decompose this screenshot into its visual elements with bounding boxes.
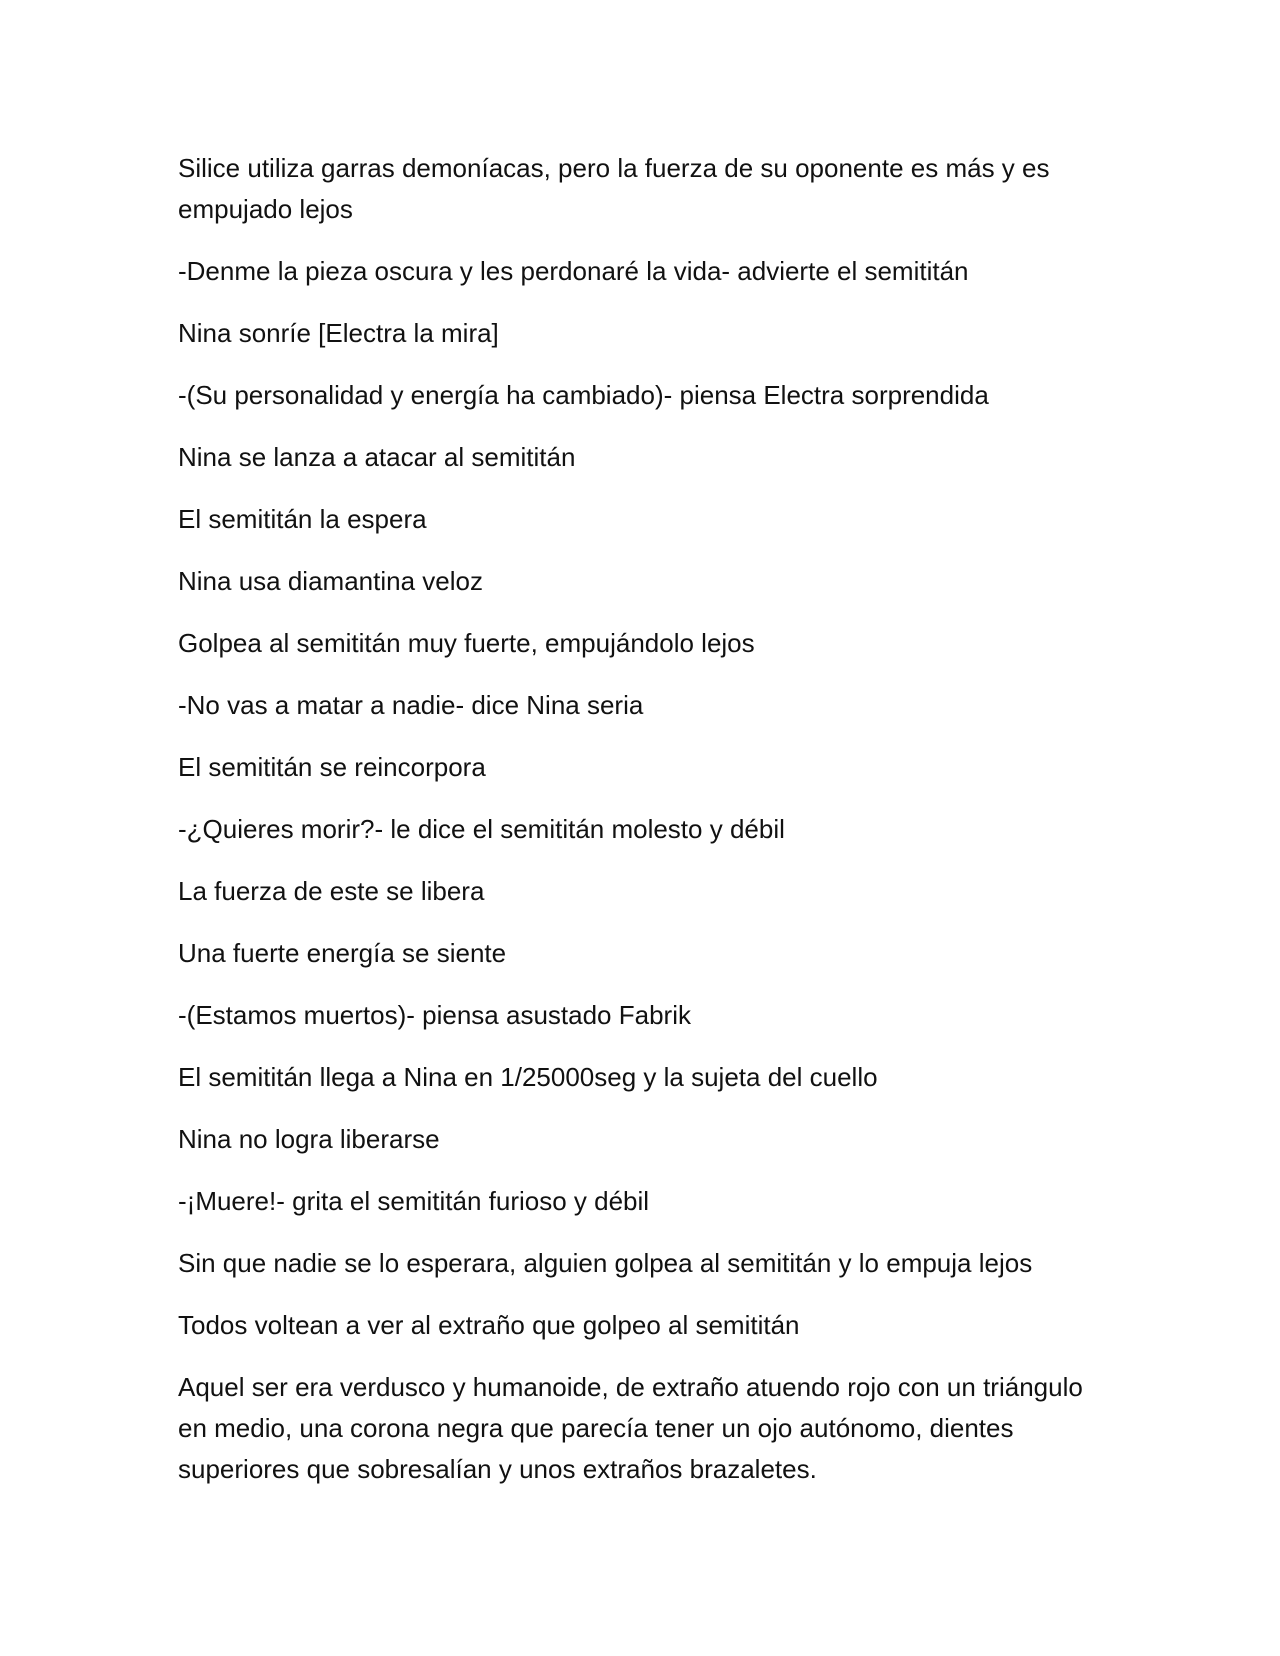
document-body (178, 148, 1088, 1511)
paragraph: Nina se lanza a atacar al semititán (178, 442, 576, 472)
paragraph: Nina no logra liberarse (178, 1124, 440, 1154)
paragraph: Silice utiliza garras demoníacas, pero la fuerza de su oponente es más y es empujado lejos (178, 153, 1050, 224)
paragraph: -(Su personalidad y energía ha cambiado)- piensa Electra sorprendida (178, 380, 989, 410)
paragraph: -¿Quieres morir?- le dice el semititán molesto y débil (178, 814, 785, 844)
paragraph: Sin que nadie se lo esperara, alguien golpea al semititán y lo empuja lejos (178, 1248, 1033, 1278)
paragraph: -(Estamos muertos)- piensa asustado Fabrik (178, 1000, 691, 1030)
paragraph: -Denme la pieza oscura y les perdonaré la vida- advierte el semititán (178, 256, 969, 286)
paragraph: Nina usa diamantina veloz (178, 566, 483, 596)
paragraph: Nina sonríe [Electra la mira] (178, 318, 499, 348)
paragraph: El semititán llega a Nina en 1/25000seg y la sujeta del cuello (178, 1062, 878, 1092)
paragraph: El semititán se reincorpora (178, 752, 486, 782)
paragraph: -No vas a matar a nadie- dice Nina seria (178, 690, 644, 720)
paragraph: El semititán la espera (178, 504, 427, 534)
paragraph: Todos voltean a ver al extraño que golpeo al semititán (178, 1310, 800, 1340)
paragraph: Golpea al semititán muy fuerte, empujándolo lejos (178, 628, 755, 658)
paragraph: Una fuerte energía se siente (178, 938, 507, 968)
paragraph: La fuerza de este se libera (178, 876, 485, 906)
paragraph: -¡Muere!- grita el semititán furioso y débil (178, 1186, 650, 1216)
paragraph: Aquel ser era verdusco y humanoide, de extraño atuendo rojo con un triángulo en medio, una corona negra que parecía tener un ojo autónomo, dientes superiores que sobresalían y unos extraños brazaletes. (178, 1372, 1083, 1484)
